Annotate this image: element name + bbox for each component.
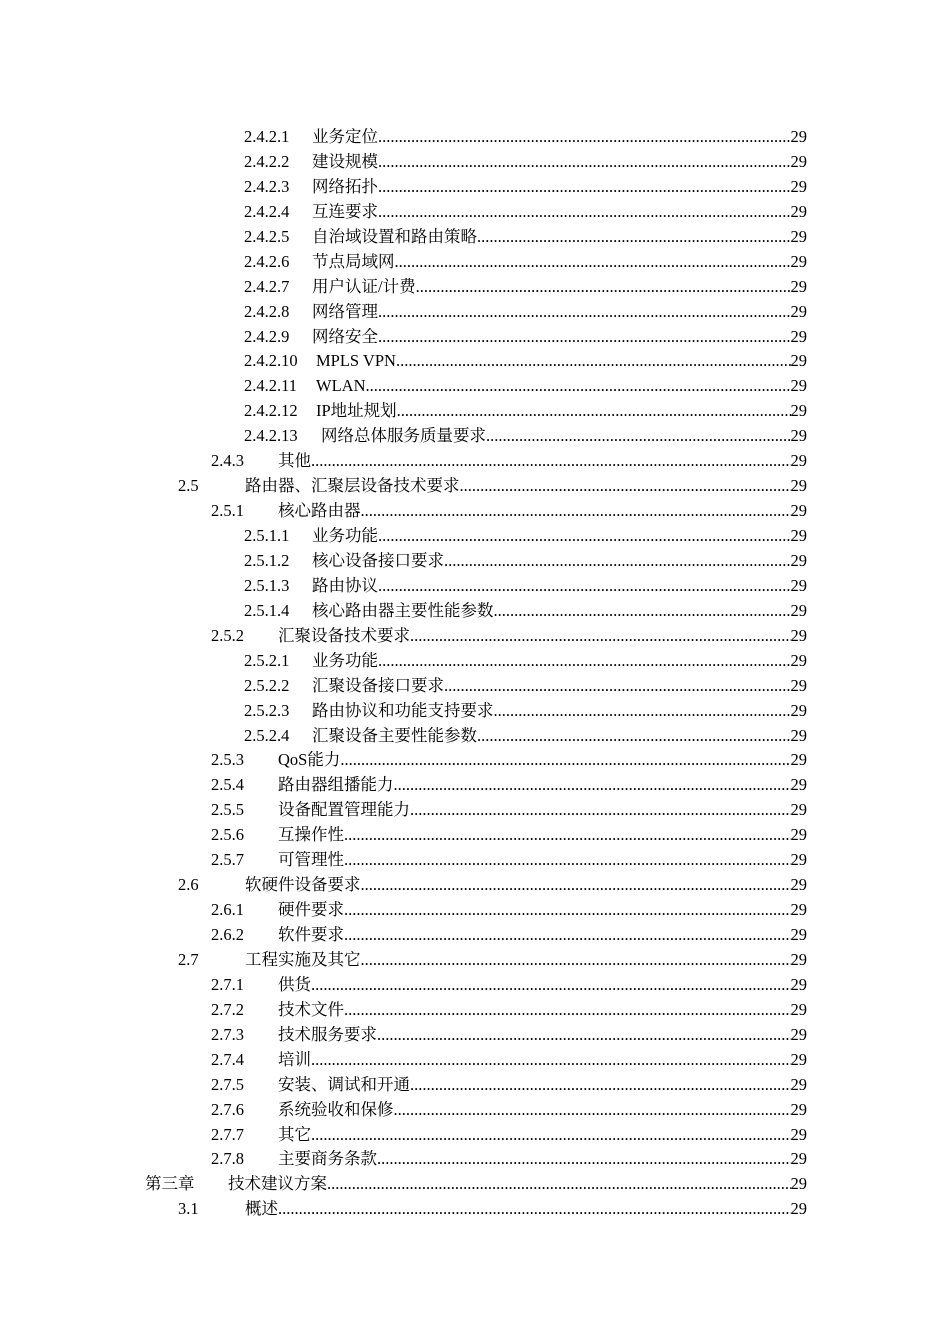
toc-entry-page-number: 29	[790, 974, 807, 994]
toc-entry-page-number: 29	[790, 351, 807, 371]
toc-entry-number: 2.4.2.10	[244, 351, 298, 371]
toc-entry[interactable]	[211, 1098, 807, 1123]
toc-entry-number: 2.5.1	[211, 501, 244, 521]
toc-leader-dots	[394, 773, 791, 798]
toc-entry-page-number: 29	[790, 825, 807, 845]
toc-entry-page-number: 29	[790, 201, 807, 221]
toc-entry-page-number: 29	[790, 426, 807, 446]
toc-row	[0, 649, 950, 674]
toc-entry-title: 培训	[278, 1049, 311, 1069]
toc-entry-number: 2.4.2.3	[244, 176, 290, 196]
toc-row	[0, 948, 950, 973]
toc-row	[0, 374, 950, 399]
toc-leader-dots	[327, 1172, 791, 1197]
toc-entry[interactable]	[211, 898, 807, 923]
toc-leader-dots	[344, 923, 791, 948]
toc-row	[0, 150, 950, 175]
toc-leader-dots	[410, 798, 791, 823]
toc-entry-page-number: 29	[790, 1049, 807, 1069]
toc-entry-number: 2.4.2.9	[244, 326, 290, 346]
toc-entry[interactable]	[244, 599, 807, 624]
toc-leader-dots	[344, 998, 791, 1023]
toc-entry-page-number: 29	[790, 775, 807, 795]
toc-leader-dots	[311, 449, 791, 474]
toc-entry-number: 2.7.8	[211, 1149, 244, 1169]
toc-entry-title: 系统验收和保修	[278, 1099, 394, 1119]
toc-leader-dots	[378, 175, 791, 200]
toc-entry[interactable]	[244, 175, 807, 200]
toc-entry[interactable]	[211, 773, 807, 798]
toc-entry[interactable]	[145, 1172, 807, 1197]
table-of-contents	[0, 125, 950, 1222]
toc-entry-page-number: 29	[790, 600, 807, 620]
toc-entry[interactable]	[244, 524, 807, 549]
toc-leader-dots	[311, 1123, 791, 1148]
toc-entry-page-number: 29	[790, 276, 807, 296]
toc-entry-page-number: 29	[790, 1074, 807, 1094]
toc-leader-dots	[416, 275, 791, 300]
toc-entry-title: 节点局域网	[312, 251, 395, 271]
toc-entry-number: 2.5.5	[211, 800, 244, 820]
toc-entry-title: 安装、调试和开通	[278, 1074, 410, 1094]
toc-entry-title: 工程实施及其它	[245, 949, 361, 969]
toc-entry-title: 其它	[278, 1124, 311, 1144]
toc-entry-title: 汇聚设备接口要求	[312, 675, 444, 695]
toc-entry-page-number: 29	[790, 451, 807, 471]
toc-row	[0, 549, 950, 574]
toc-entry-page-number: 29	[790, 501, 807, 521]
toc-entry-title: 设备配置管理能力	[278, 800, 410, 820]
toc-row	[0, 998, 950, 1023]
toc-leader-dots	[378, 125, 791, 150]
toc-row	[0, 349, 950, 374]
toc-entry-number: 2.4.2.2	[244, 151, 290, 171]
toc-entry-number: 3.1	[178, 1199, 199, 1219]
toc-entry-number: 2.7.1	[211, 974, 244, 994]
toc-entry-page-number: 29	[790, 251, 807, 271]
toc-leader-dots	[344, 823, 791, 848]
toc-entry-title: 路由协议和功能支持要求	[312, 700, 494, 720]
toc-entry-title: 网络拓扑	[312, 176, 378, 196]
toc-entry[interactable]	[211, 823, 807, 848]
toc-entry-page-number: 29	[790, 401, 807, 421]
toc-entry-number: 2.4.2.7	[244, 276, 290, 296]
toc-entry[interactable]	[244, 699, 807, 724]
toc-entry-number: 2.4.2.1	[244, 127, 290, 146]
toc-leader-dots	[378, 325, 791, 350]
toc-row	[0, 798, 950, 823]
toc-entry[interactable]	[211, 798, 807, 823]
toc-entry-number: 2.4.2.11	[244, 376, 298, 396]
toc-row	[0, 923, 950, 948]
toc-entry-title: 概述	[245, 1199, 278, 1219]
toc-entry-title: 路由器组播能力	[278, 775, 394, 795]
toc-entry-page-number: 29	[790, 725, 807, 745]
toc-row	[0, 200, 950, 225]
toc-row	[0, 624, 950, 649]
toc-entry-page-number: 29	[790, 1124, 807, 1144]
toc-row	[0, 1147, 950, 1172]
toc-leader-dots	[344, 848, 791, 873]
toc-leader-dots	[486, 424, 791, 449]
toc-entry[interactable]	[211, 1048, 807, 1073]
toc-entry-page-number: 29	[790, 151, 807, 171]
toc-entry-page-number: 29	[790, 800, 807, 820]
toc-leader-dots	[395, 250, 791, 275]
toc-entry[interactable]	[211, 923, 807, 948]
toc-entry-page-number: 29	[790, 999, 807, 1019]
toc-entry-page-number: 29	[790, 949, 807, 969]
toc-entry-number: 2.4.2.8	[244, 301, 290, 321]
toc-leader-dots	[378, 649, 791, 674]
toc-entry-title: 技术建议方案	[228, 1174, 327, 1194]
toc-entry-number: 2.5	[178, 476, 199, 496]
toc-entry-page-number: 29	[790, 1174, 807, 1194]
toc-entry[interactable]	[211, 848, 807, 873]
toc-entry[interactable]	[244, 325, 807, 350]
toc-entry-page-number: 29	[790, 550, 807, 570]
toc-leader-dots	[361, 873, 791, 898]
toc-row	[0, 524, 950, 549]
toc-entry[interactable]	[178, 1197, 807, 1222]
toc-row	[0, 898, 950, 923]
toc-entry-page-number: 29	[790, 526, 807, 545]
toc-entry-number: 2.5.4	[211, 775, 244, 795]
toc-entry-title: MPLS VPN	[316, 351, 396, 371]
toc-entry-page-number: 29	[790, 750, 807, 770]
toc-entry-title: 技术文件	[278, 999, 344, 1019]
toc-entry-page-number: 29	[790, 575, 807, 595]
toc-entry-title: 其他	[278, 451, 311, 471]
toc-entry-number: 2.5.7	[211, 850, 244, 870]
toc-entry-title: 网络总体服务质量要求	[321, 426, 486, 446]
toc-entry-page-number: 29	[790, 625, 807, 645]
toc-row	[0, 250, 950, 275]
toc-entry-title: 技术服务要求	[278, 1024, 377, 1044]
toc-entry-number: 2.5.1.4	[244, 600, 290, 620]
toc-row	[0, 499, 950, 524]
toc-entry[interactable]	[211, 1147, 807, 1172]
toc-leader-dots	[311, 973, 791, 998]
toc-entry-title: WLAN	[316, 376, 366, 396]
toc-row	[0, 275, 950, 300]
toc-row	[0, 699, 950, 724]
toc-leader-dots	[361, 948, 791, 973]
toc-entry-title: 路由协议	[312, 575, 378, 595]
toc-entry[interactable]	[244, 374, 807, 399]
toc-entry-number: 2.5.2.4	[244, 725, 290, 745]
toc-row	[0, 973, 950, 998]
toc-entry-number: 2.7.7	[211, 1124, 244, 1144]
toc-leader-dots	[378, 524, 791, 549]
toc-entry[interactable]	[211, 973, 807, 998]
toc-row	[0, 1023, 950, 1048]
toc-entry-page-number: 29	[790, 176, 807, 196]
toc-entry[interactable]	[178, 948, 807, 973]
toc-entry-title: 可管理性	[278, 850, 344, 870]
toc-row	[0, 175, 950, 200]
toc-row	[0, 399, 950, 424]
toc-row	[0, 1197, 950, 1222]
toc-leader-dots	[278, 1197, 791, 1222]
toc-entry-title: 软件要求	[278, 925, 344, 944]
toc-entry-number: 2.4.2.6	[244, 251, 290, 271]
toc-entry-title: 核心路由器主要性能参数	[312, 600, 494, 620]
toc-entry-page-number: 29	[790, 376, 807, 396]
toc-entry[interactable]	[178, 474, 807, 499]
toc-row	[0, 225, 950, 250]
toc-leader-dots	[494, 699, 791, 724]
toc-entry-number: 2.6.2	[211, 925, 244, 944]
toc-entry-number: 2.7.2	[211, 999, 244, 1019]
toc-leader-dots	[444, 549, 791, 574]
toc-entry[interactable]	[211, 499, 807, 524]
toc-entry-title: 汇聚设备技术要求	[278, 625, 410, 645]
toc-entry-title: 业务定位	[312, 127, 378, 146]
toc-entry[interactable]	[211, 1073, 807, 1098]
toc-entry[interactable]	[244, 724, 807, 749]
toc-entry[interactable]	[244, 200, 807, 225]
toc-entry-number: 2.7.3	[211, 1024, 244, 1044]
toc-entry-page-number: 29	[790, 875, 807, 895]
toc-entry-page-number: 29	[790, 1199, 807, 1219]
toc-entry-number: 2.5.2.1	[244, 650, 290, 670]
toc-row	[0, 1073, 950, 1098]
toc-entry[interactable]	[211, 998, 807, 1023]
toc-entry-number: 第三章	[145, 1174, 195, 1194]
toc-entry-number: 2.5.1.1	[244, 526, 290, 545]
toc-entry[interactable]	[211, 449, 807, 474]
toc-entry-number: 2.5.2	[211, 625, 244, 645]
toc-leader-dots	[378, 300, 791, 325]
toc-entry-number: 2.7.6	[211, 1099, 244, 1119]
toc-entry-number: 2.5.1.3	[244, 575, 290, 595]
toc-row	[0, 674, 950, 699]
toc-leader-dots	[396, 349, 791, 374]
toc-entry-number: 2.5.3	[211, 750, 244, 770]
toc-entry-number: 2.6	[178, 875, 199, 895]
toc-entry[interactable]	[244, 250, 807, 275]
toc-leader-dots	[344, 898, 791, 923]
toc-leader-dots	[378, 200, 791, 225]
toc-entry-page-number: 29	[790, 127, 807, 146]
toc-row	[0, 449, 950, 474]
toc-entry-title: 互操作性	[278, 825, 344, 845]
toc-leader-dots	[377, 1023, 791, 1048]
toc-entry[interactable]	[244, 150, 807, 175]
toc-entry[interactable]	[211, 748, 807, 773]
toc-entry-title: 建设规模	[312, 151, 378, 171]
toc-entry[interactable]	[244, 674, 807, 699]
toc-row	[0, 300, 950, 325]
toc-row	[0, 574, 950, 599]
toc-entry[interactable]	[244, 300, 807, 325]
toc-entry-number: 2.4.2.5	[244, 226, 290, 246]
toc-entry-title: 网络安全	[312, 326, 378, 346]
toc-row	[0, 325, 950, 350]
toc-entry-page-number: 29	[790, 1099, 807, 1119]
toc-entry[interactable]	[244, 225, 807, 250]
toc-leader-dots	[410, 624, 791, 649]
toc-entry-title: 网络管理	[312, 301, 378, 321]
toc-entry-title: 主要商务条款	[278, 1149, 377, 1169]
toc-entry-title: 业务功能	[312, 650, 378, 670]
toc-row	[0, 773, 950, 798]
toc-entry-page-number: 29	[790, 1024, 807, 1044]
toc-entry-title: 核心设备接口要求	[312, 550, 444, 570]
toc-entry-page-number: 29	[790, 476, 807, 496]
toc-row	[0, 724, 950, 749]
toc-row	[0, 1123, 950, 1148]
toc-row	[0, 424, 950, 449]
toc-leader-dots	[410, 1073, 791, 1098]
toc-leader-dots	[397, 399, 791, 424]
toc-entry[interactable]	[178, 873, 807, 898]
toc-entry-page-number: 29	[790, 226, 807, 246]
toc-entry-title: QoS能力	[278, 750, 341, 770]
toc-entry-number: 2.4.3	[211, 451, 244, 471]
toc-entry-title: 路由器、汇聚层设备技术要求	[245, 476, 460, 496]
toc-leader-dots	[361, 499, 791, 524]
toc-entry-title: 互连要求	[312, 201, 378, 221]
toc-entry-page-number: 29	[790, 326, 807, 346]
toc-entry[interactable]	[244, 574, 807, 599]
toc-leader-dots	[340, 748, 790, 773]
toc-entry[interactable]	[244, 549, 807, 574]
toc-entry-page-number: 29	[790, 301, 807, 321]
toc-entry[interactable]	[244, 399, 807, 424]
toc-entry-page-number: 29	[790, 700, 807, 720]
toc-entry-page-number: 29	[790, 925, 807, 944]
toc-entry-title: 用户认证/计费	[312, 276, 416, 296]
toc-entry-number: 2.5.6	[211, 825, 244, 845]
toc-leader-dots	[365, 374, 790, 399]
toc-entry-number: 2.6.1	[211, 900, 244, 920]
toc-entry[interactable]	[211, 1023, 807, 1048]
toc-entry-page-number: 29	[790, 650, 807, 670]
toc-entry-title: 硬件要求	[278, 900, 344, 920]
toc-entry-number: 2.5.2.2	[244, 675, 290, 695]
toc-row	[0, 748, 950, 773]
toc-leader-dots	[311, 1048, 791, 1073]
toc-leader-dots	[377, 1147, 791, 1172]
toc-entry-page-number: 29	[790, 675, 807, 695]
toc-leader-dots	[494, 599, 791, 624]
toc-row	[0, 1172, 950, 1197]
toc-entry-title: 自治域设置和路由策略	[312, 226, 477, 246]
toc-entry-page-number: 29	[790, 1149, 807, 1169]
toc-entry-number: 2.4.2.12	[244, 401, 298, 421]
toc-row	[0, 873, 950, 898]
toc-entry-page-number: 29	[790, 900, 807, 920]
toc-entry-page-number: 29	[790, 850, 807, 870]
toc-entry-title: 软硬件设备要求	[245, 875, 361, 895]
toc-row	[0, 823, 950, 848]
toc-row	[0, 125, 950, 150]
toc-entry-title: 业务功能	[312, 526, 378, 545]
toc-leader-dots	[477, 225, 791, 250]
toc-entry-number: 2.4.2.4	[244, 201, 290, 221]
toc-entry-number: 2.7.5	[211, 1074, 244, 1094]
toc-entry-number: 2.4.2.13	[244, 426, 298, 446]
toc-entry[interactable]	[244, 649, 807, 674]
toc-entry[interactable]	[244, 125, 807, 150]
toc-entry-number: 2.7	[178, 949, 199, 969]
toc-entry-number: 2.7.4	[211, 1049, 244, 1069]
toc-entry[interactable]	[244, 349, 807, 374]
toc-entry-title: 供货	[278, 974, 311, 994]
toc-row	[0, 1048, 950, 1073]
toc-leader-dots	[378, 150, 791, 175]
toc-entry-number: 2.5.1.2	[244, 550, 290, 570]
toc-row	[0, 474, 950, 499]
toc-leader-dots	[444, 674, 791, 699]
toc-row	[0, 599, 950, 624]
toc-entry[interactable]	[211, 624, 807, 649]
toc-entry-number: 2.5.2.3	[244, 700, 290, 720]
toc-entry-title: 核心路由器	[278, 501, 361, 521]
toc-row	[0, 848, 950, 873]
toc-leader-dots	[378, 574, 791, 599]
toc-entry-title: IP地址规划	[316, 401, 397, 421]
toc-leader-dots	[477, 724, 791, 749]
toc-leader-dots	[394, 1098, 791, 1123]
toc-leader-dots	[460, 474, 791, 499]
toc-entry[interactable]	[211, 1123, 807, 1148]
toc-entry[interactable]	[244, 424, 807, 449]
toc-entry[interactable]	[244, 275, 807, 300]
toc-row	[0, 1098, 950, 1123]
toc-entry-title: 汇聚设备主要性能参数	[312, 725, 477, 745]
